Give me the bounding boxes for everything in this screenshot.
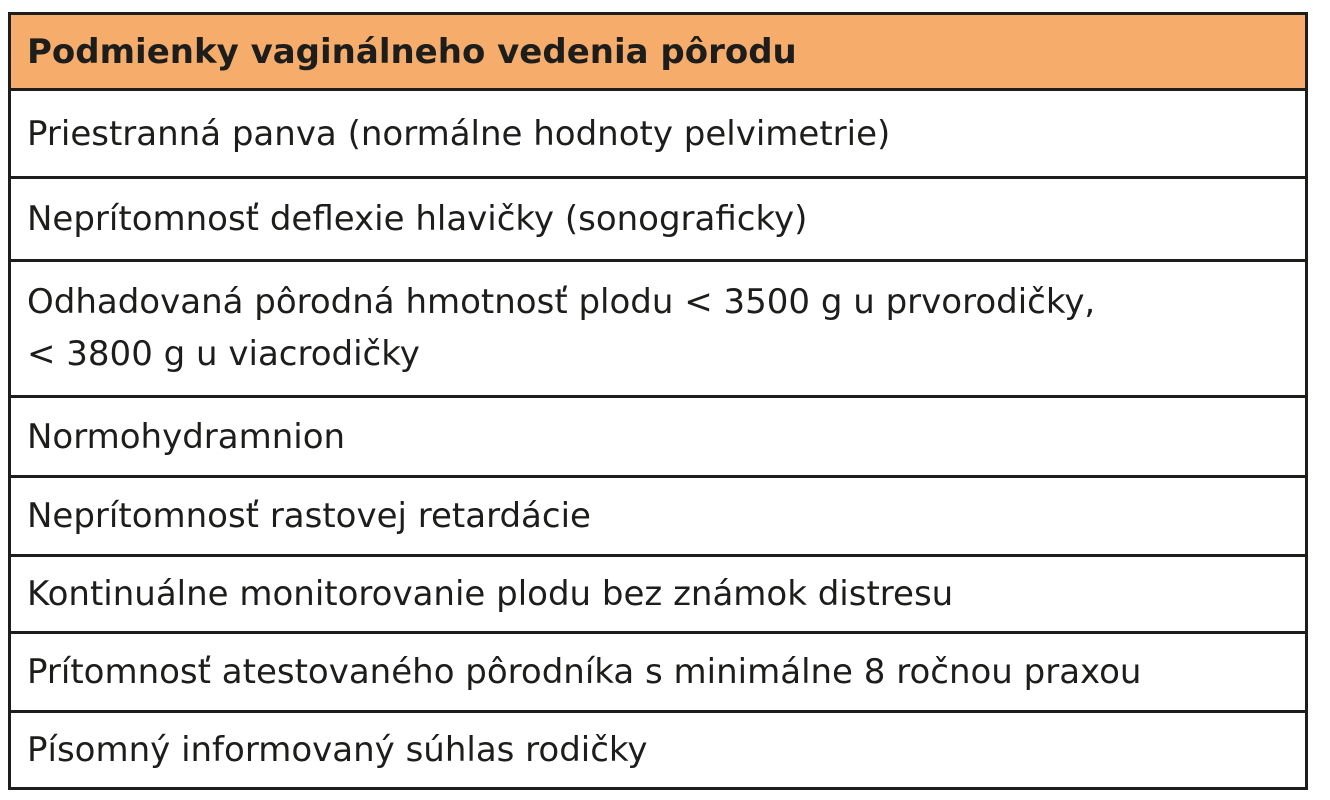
- conditions-table: [8, 12, 1308, 790]
- table-cell: Neprítomnosť rastovej retardácie: [27, 496, 591, 536]
- table-row: [11, 262, 1305, 398]
- table-row: [11, 91, 1305, 179]
- table-row: [11, 713, 1305, 787]
- table-header: [11, 15, 1305, 91]
- table-header-label: Podmienky vaginálneho vedenia pôrodu: [27, 31, 797, 72]
- table-row: [11, 398, 1305, 478]
- table-row: [11, 634, 1305, 713]
- table-row: [11, 179, 1305, 262]
- table-row: [11, 557, 1305, 634]
- table-cell: Priestranná panva (normálne hodnoty pelvimetrie): [27, 113, 891, 154]
- table-cell: Neprítomnosť deflexie hlavičky (sonograficky): [27, 199, 808, 239]
- table-cell: Písomný informovaný súhlas rodičky: [27, 730, 648, 770]
- table-cell: Kontinuálne monitorovanie plodu bez známok distresu: [27, 574, 954, 614]
- table-cell: Normohydramnion: [27, 416, 346, 457]
- table-row: [11, 478, 1305, 557]
- table-cell: Prítomnosť atestovaného pôrodníka s minimálne 8 ročnou praxou: [27, 652, 1142, 692]
- table-cell: Odhadovaná pôrodná hmotnosť plodu < 3500 g u prvorodičky, < 3800 g u viacrodičky: [27, 282, 1096, 374]
